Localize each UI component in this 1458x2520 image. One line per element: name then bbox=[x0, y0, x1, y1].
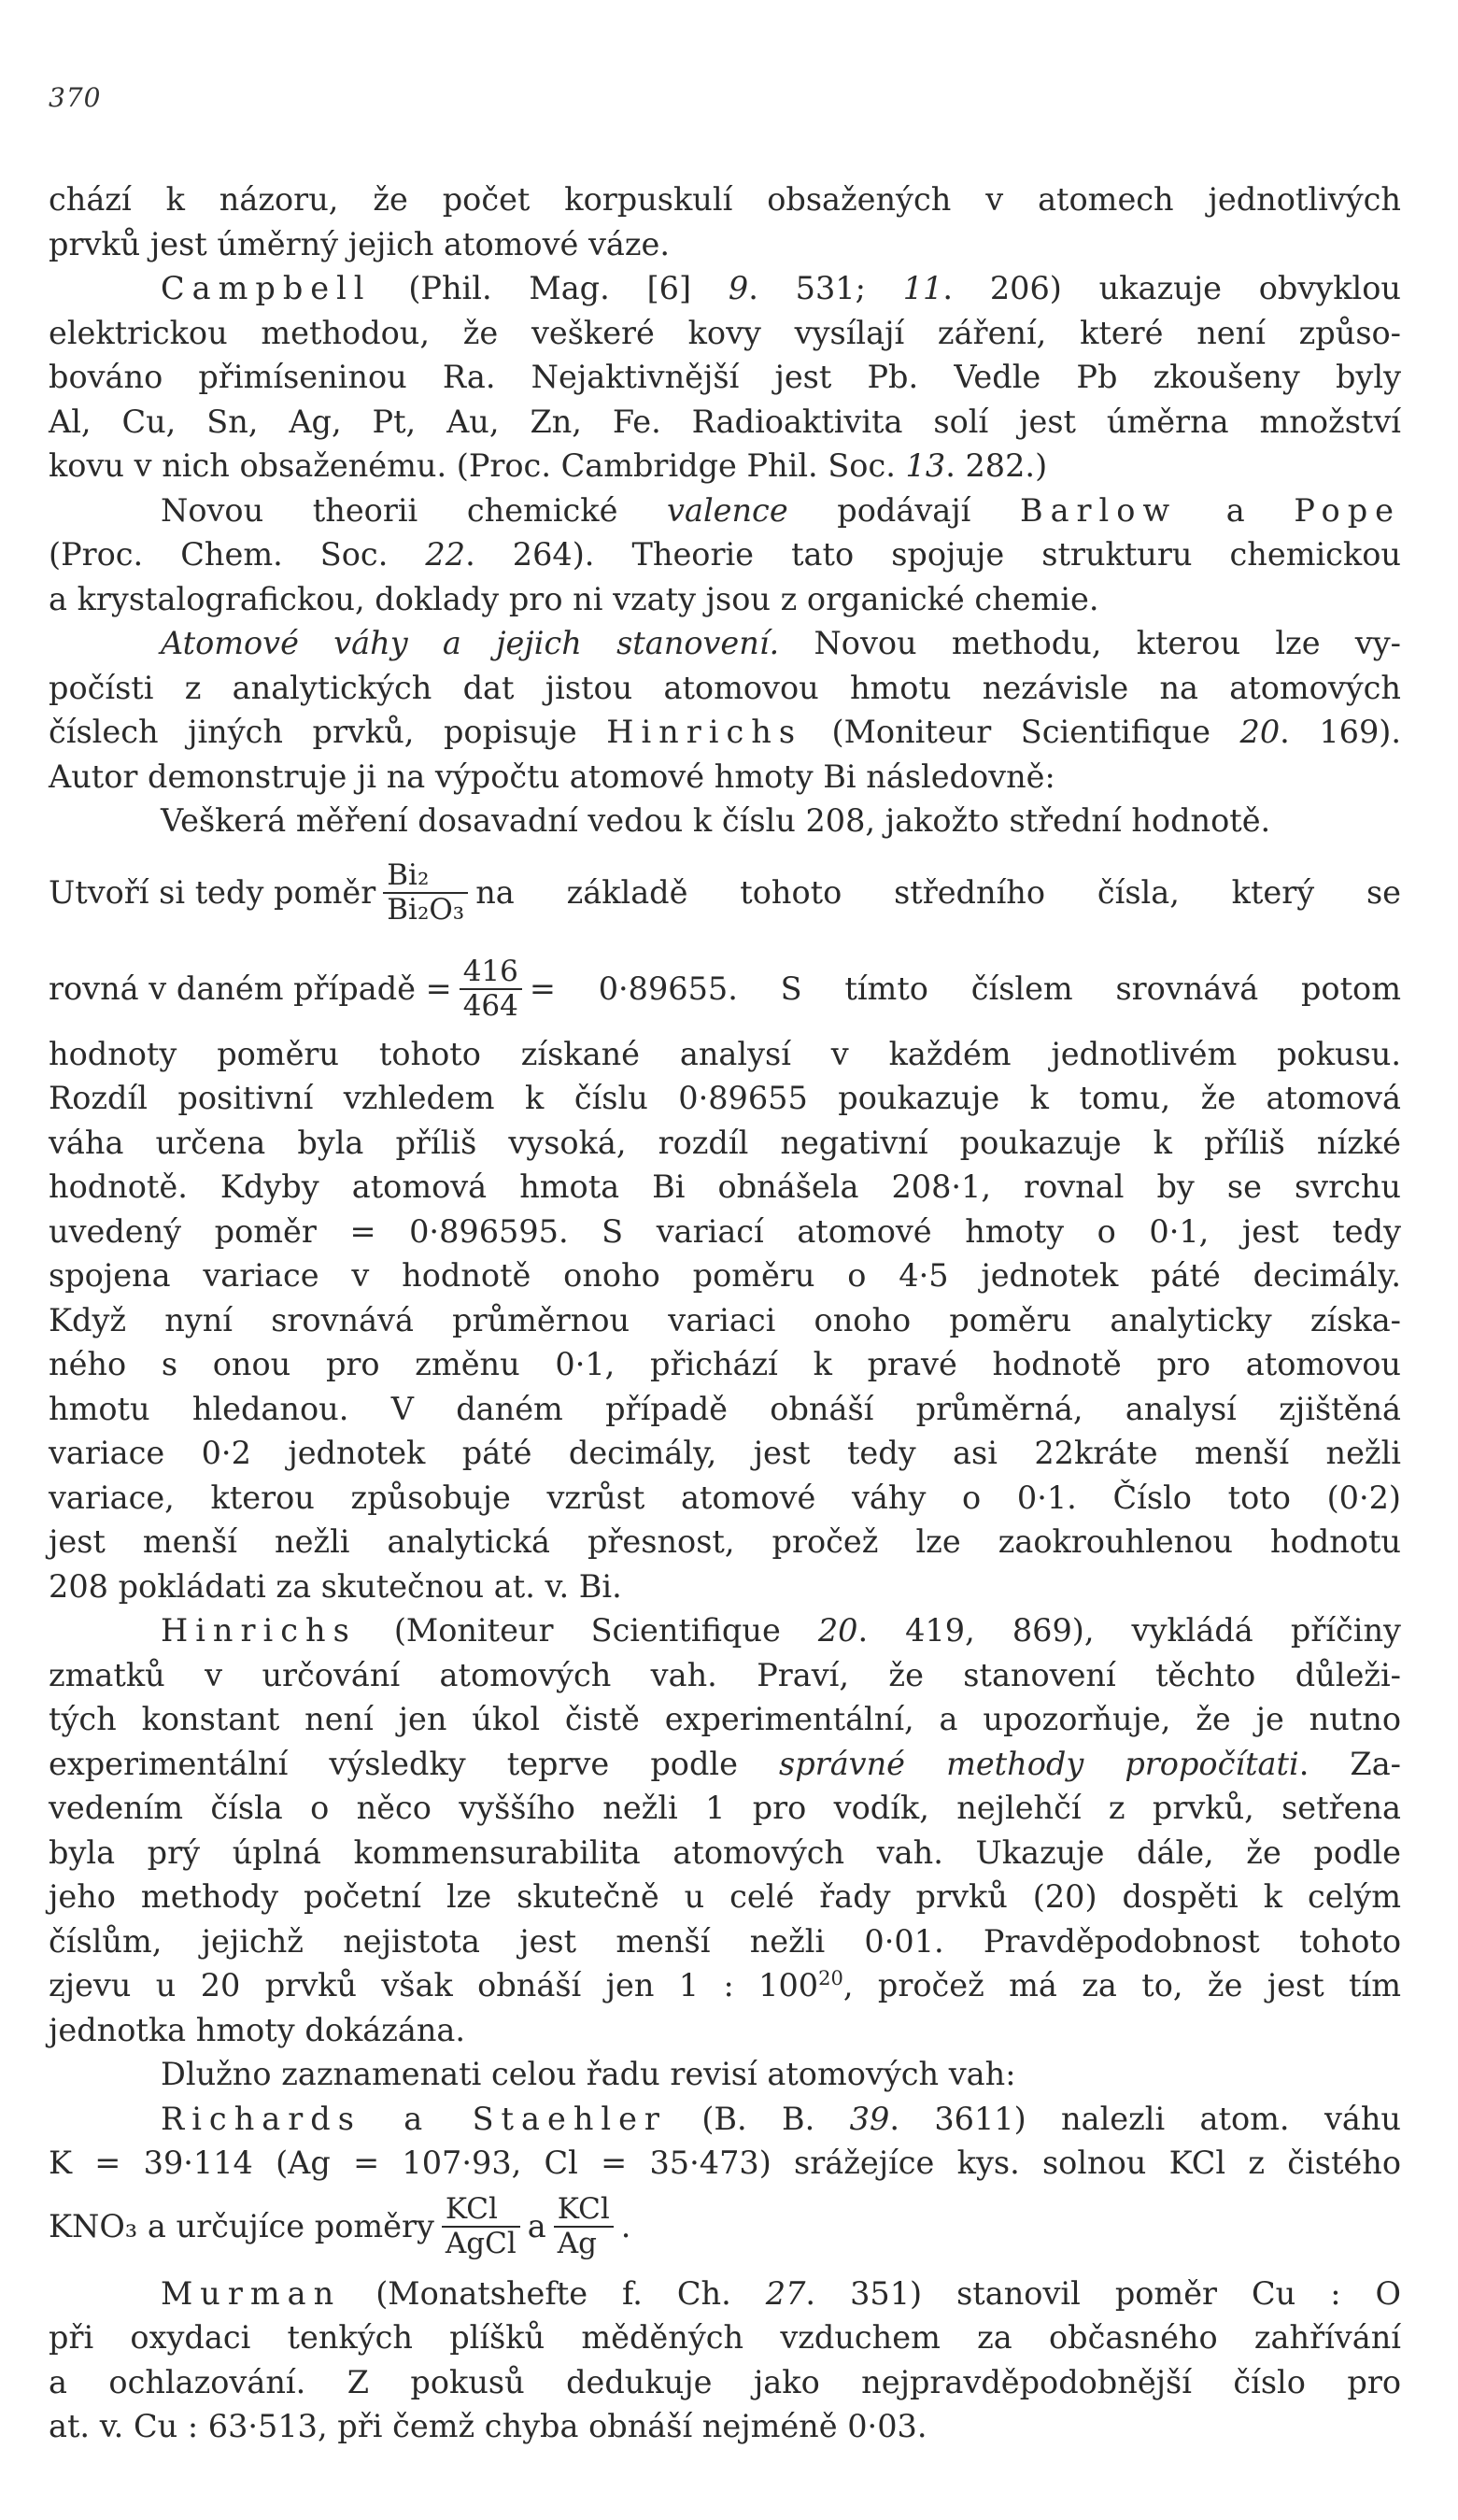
text-line: Murman (Monatshefte f. Ch. 27. 351) stanovil poměr Cu : O bbox=[161, 2274, 1402, 2312]
text-line: chází k názoru, že počet korpuskulí obsažených v atomech jednotlivých bbox=[49, 181, 1401, 218]
text-line: experimentální výsledky teprve podle správné methody propočítati. Za- bbox=[49, 1745, 1401, 1782]
volume-number: 27 bbox=[765, 2274, 806, 2312]
text-line: byla prý úplná kommensurabilita atomových vah. Ukazuje dále, že podle bbox=[49, 1833, 1401, 1871]
formula-line: Utvoří si tedy poměr $\frac{\text{Bi₂}}{\text{Bi₂O₃}}$ na základě tohoto středního čísla, který se bbox=[49, 858, 1401, 927]
fraction-bi2-bi2o3: $\frac{\text{Bi₂}}{\text{Bi₂O₃}}$ bbox=[383, 859, 468, 925]
text-line: K = 39·114 (Ag = 107·93, Cl = 35·473) srážejíce kys. solnou KCl z čistého bbox=[49, 2145, 1401, 2181]
text-line: variace, kterou způsobuje vzrůst atomové váhy o 0·1. Číslo toto (0·2) bbox=[49, 1479, 1401, 1516]
fraction-kcl-ag: $\frac{\text{KCl}}{Ag}$ bbox=[554, 2193, 614, 2258]
volume-number: 22 bbox=[425, 536, 466, 573]
author-name: Hinrichs bbox=[161, 1612, 357, 1649]
text-line: variace 0·2 jednotek páté decimály, jest tedy asi 22kráte menší nežli bbox=[49, 1435, 1401, 1471]
text-line: číslům, jejichž nejistota jest menší nežli 0·01. Pravděpodobnost tohoto bbox=[49, 1922, 1401, 1960]
text-line: váha určena byla příliš vysoká, rozdíl negativní poukazuje k příliš nízké bbox=[49, 1124, 1401, 1161]
text-line: hodnoty poměru tohoto získané analysí v každém jednotlivém pokusu. bbox=[49, 1035, 1401, 1072]
text-line: Rozdíl positivní vzhledem k číslu 0·89655 poukazuje k tomu, že atomová bbox=[49, 1080, 1401, 1116]
text-line: hodnotě. Kdyby atomová hmota Bi obnášela 208·1, rovnal by se svrchu bbox=[49, 1168, 1401, 1205]
text-line: jednotka hmoty dokázána. bbox=[49, 2011, 466, 2048]
text-line: hmotu hledanou. V daném případě obnáší průměrná, analysí zjištěná bbox=[49, 1390, 1401, 1427]
exponent: 20 bbox=[818, 1967, 843, 1989]
author-name: Murman bbox=[161, 2274, 342, 2312]
text-line: a krystalografickou, doklady pro ni vzaty jsou z organické chemie. bbox=[49, 580, 1099, 617]
volume-number: 39 bbox=[849, 2100, 890, 2137]
text-line: Campbell (Phil. Mag. [6] 9. 531; 11. 206) ukazuje obvyklou bbox=[161, 270, 1401, 306]
text-line: vedením čísla o něco vyššího nežli 1 pro vodík, nejlehčí z prvků, setřena bbox=[49, 1790, 1401, 1826]
text-line: Autor demonstruje ji na výpočtu atomové hmoty Bi následovně: bbox=[49, 757, 1055, 795]
text-line: at. v. Cu : 63·513, při čemž chyba obnáší nejméně 0·03. bbox=[49, 2408, 927, 2444]
text-line: elektrickou methodou, že veškeré kovy vysílají záření, které není způso- bbox=[49, 314, 1401, 351]
text-line: Dlužno zaznamenati celou řadu revisí atomových vah: bbox=[161, 2056, 1016, 2092]
text-line: kovu v nich obsaženému. (Proc. Cambridge Phil. Soc. 13. 282.) bbox=[49, 447, 1048, 484]
volume-number: 9 bbox=[728, 270, 749, 306]
text-line: počísti z analytických dat jistou atomovou hmotu nezávisle na atomových bbox=[49, 669, 1401, 706]
formula-line: rovná v daném případě = $\frac{416}{464}$ = 0·89655. S tímto číslem srovnává potom bbox=[49, 955, 1401, 1023]
text-line: Atomové váhy a jejich stanovení. Novou methodu, kterou lze vy- bbox=[161, 625, 1401, 661]
text-line: tých konstant není jen úkol čistě experimentální, a upozorňuje, že je nutno bbox=[49, 1701, 1401, 1737]
text-line: prvků jest úměrný jejich atomové váze. bbox=[49, 225, 671, 262]
text-line: Když nyní srovnává průměrnou variaci onoho poměru analyticky získa- bbox=[49, 1301, 1401, 1338]
text-line: při oxydaci tenkých plíšků měděných vzduchem za občasného zahřívání bbox=[49, 2319, 1401, 2356]
emphasis: valence bbox=[667, 491, 788, 529]
text-line: Hinrichs (Moniteur Scientifique 20. 419, 869), vykládá příčiny bbox=[161, 1612, 1401, 1649]
text-line: Novou theorii chemické valence podávají Barlow a Pope bbox=[161, 491, 1401, 529]
fraction-kcl-agcl: $\frac{\text{KCl}}{\text{AgCl}}$ bbox=[442, 2193, 520, 2258]
text-line: číslech jiných prvků, popisuje Hinrichs (Moniteur Scientifique 20. 169). bbox=[49, 714, 1401, 750]
author-name: Pope bbox=[1294, 491, 1401, 529]
text-line: spojena variace v hodnotě onoho poměru o 4·5 jednotek páté decimály. bbox=[49, 1257, 1401, 1294]
text-line: Richards a Staehler (B. B. 39. 3611) nalezli atom. váhu bbox=[161, 2100, 1401, 2137]
text-line: bováno přimíseninou Ra. Nejaktivnější jest Pb. Vedle Pb zkoušeny byly bbox=[49, 359, 1401, 395]
author-name: Hinrichs bbox=[606, 714, 803, 750]
fraction-416-464: $\frac{416}{464}$ bbox=[460, 956, 522, 1021]
section-heading: Atomové váhy a jejich stanovení. bbox=[161, 625, 780, 661]
text-line: Al, Cu, Sn, Ag, Pt, Au, Zn, Fe. Radioaktivita solí jest úměrna množství bbox=[49, 403, 1401, 440]
author-name: Campbell bbox=[161, 270, 372, 306]
volume-number: 20 bbox=[1239, 714, 1281, 750]
text-line: zmatků v určování atomových vah. Praví, že stanovení těchto důleži- bbox=[49, 1656, 1401, 1693]
text-line: (Proc. Chem. Soc. 22. 264). Theorie tato spojuje strukturu chemickou bbox=[49, 536, 1401, 573]
text-line: ného s onou pro změnu 0·1, přichází k pravé hodnotě pro atomovou bbox=[49, 1346, 1401, 1382]
page-number: 370 bbox=[49, 82, 102, 113]
text-line: zjevu u 20 prvků však obnáší jen 1 : $100^{20}$, pročež má za to, že jest tím bbox=[49, 1967, 1401, 2003]
emphasis: správné methody propočítati bbox=[779, 1745, 1299, 1782]
formula-line: KNO₃ a určujíce poměry $\frac{\text{KCl}}{\text{AgCl}}$ a $\frac{\text{KCl}}{Ag}$ . bbox=[49, 2192, 631, 2260]
text-line: Veškerá měření dosavadní vedou k číslu 208, jakožto střední hodnotě. bbox=[161, 802, 1271, 839]
volume-number: 20 bbox=[817, 1612, 858, 1649]
text-line: 208 pokládati za skutečnou at. v. Bi. bbox=[49, 1567, 622, 1605]
text-line: jest menší nežli analytická přesnost, pročež lze zaokrouhlenou hodnotu bbox=[49, 1523, 1401, 1560]
volume-number: 11 bbox=[902, 270, 943, 306]
body-text bbox=[49, 177, 1401, 2449]
text-line: a ochlazování. Z pokusů dedukuje jako nejpravděpodobnější číslo pro bbox=[49, 2363, 1401, 2400]
author-name: Barlow bbox=[1019, 491, 1178, 529]
author-name: Richards a Staehler bbox=[161, 2100, 667, 2137]
text-line: uvedený poměr = 0·896595. S variací atomové hmoty o 0·1, jest tedy bbox=[49, 1212, 1401, 1250]
volume-number: 13 bbox=[905, 447, 946, 484]
text-line: jeho methody početní lze skutečně u celé řady prvků (20) dospěti k celým bbox=[49, 1878, 1401, 1915]
